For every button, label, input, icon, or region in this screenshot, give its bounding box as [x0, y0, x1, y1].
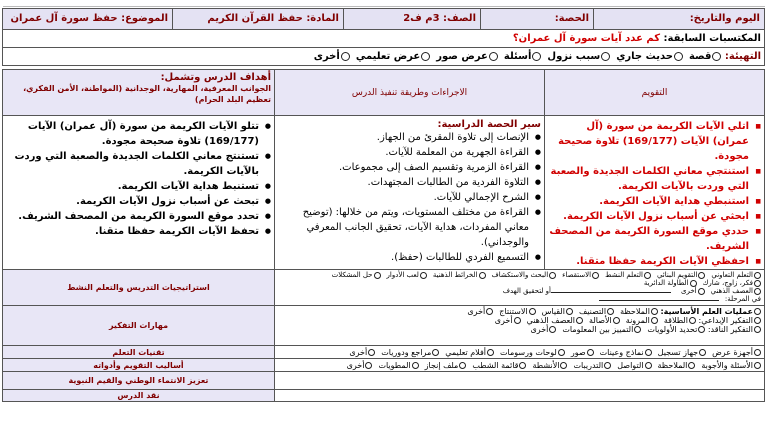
column-titles-row [2, 70, 764, 116]
evaluation-item: ■ احفظي الآيات الكريمة حفظا متقنا. [548, 254, 761, 269]
radio-icon[interactable] [549, 326, 556, 333]
strategy-extra-option-0[interactable] [711, 287, 761, 295]
strategy-option-label: التقويم البنائي [656, 271, 698, 279]
radio-icon[interactable] [690, 280, 697, 287]
radio-icon[interactable] [607, 308, 614, 315]
technique-option-1[interactable] [658, 348, 706, 357]
creative-thinking-option-1[interactable] [626, 316, 658, 325]
basic-process-option-label: الاستنتاج [499, 307, 528, 316]
assessment-option-6[interactable] [425, 361, 467, 370]
thinking-row [2, 306, 764, 346]
warmup-option-label: عرض تعليمي [355, 51, 421, 62]
strategy-option-label: البحث والاستكشاف [491, 271, 549, 279]
technique-option-5[interactable] [445, 348, 494, 357]
radio-icon[interactable] [698, 326, 705, 333]
warmup-option-label: قصة [688, 51, 712, 62]
basic-process-option-label: أخرى [467, 307, 486, 316]
prior-knowledge-value: كم عدد آيات سورة آل عمران؟ [512, 33, 661, 44]
assessment-option-1[interactable] [658, 361, 696, 370]
thinking-label: مهارات التفكير [2, 306, 274, 346]
assessment-option-label: الأنشطة [532, 360, 560, 370]
objective-item: ● تحفظ الآيات الكريمة حفظا متقنا. [6, 224, 271, 239]
radio-icon[interactable] [754, 280, 761, 287]
date-field[interactable]: اليوم والتاريخ: [593, 9, 764, 29]
radio-icon[interactable] [486, 308, 493, 315]
radio-icon[interactable] [374, 272, 381, 279]
strategy-option-8[interactable] [703, 279, 761, 287]
goal-blank[interactable] [551, 292, 671, 293]
radio-icon[interactable] [479, 272, 486, 279]
strategies-line1 [278, 271, 761, 287]
technique-option-label: أفلام تعليمي [445, 347, 486, 357]
warmup-row [2, 48, 764, 66]
assessment-options [275, 359, 765, 372]
radio-icon[interactable] [576, 317, 583, 324]
assessment-row [2, 359, 764, 372]
technique-option-label: لوحات ورسومات [500, 347, 557, 357]
technique-option-label: صور [570, 347, 586, 357]
procedure-item: ● القراءة الجهرية من المعلمة للآيات. [278, 145, 541, 160]
techniques-row [2, 346, 764, 359]
objective-item: ● تحدد موقع السورة الكريمة من المصحف الشريف. [6, 209, 271, 224]
radio-icon[interactable] [368, 349, 375, 356]
objectives-subtitle: الجوانب المعرفية، المهارية، الوجدانية (المواطنة، الأمن الفكري، تعظيم البلد الحرام) [23, 84, 271, 104]
basic-process-option-0[interactable] [620, 307, 658, 316]
radio-icon[interactable] [560, 362, 567, 369]
objectives-title: أهداف الدرس وتشمل: [160, 72, 271, 83]
topic-field[interactable]: الموضوع: حفظ سورة آل عمران [10, 13, 168, 24]
procedures-list [278, 130, 541, 265]
warmup-option-2[interactable] [547, 51, 610, 62]
assessment-option-0[interactable] [701, 361, 761, 370]
radio-icon[interactable] [651, 317, 658, 324]
technique-option-2[interactable] [600, 348, 652, 357]
procedure-item: ● القراءة من مختلف المستويات، ويتم من خلالها: (توضيح معاني المفردات، هداية الآيات، تحقيق الجانب المعرفي والوجداني). [278, 205, 541, 250]
strategy-option-2[interactable] [605, 271, 651, 279]
objective-item: ● تتلو الآيات الكريمة من سورة (آل عمران) الآيات (169/177) تلاوة صحيحة مجودة. [6, 119, 271, 149]
warmup-option-label: حديث جاري [616, 51, 673, 62]
radio-icon[interactable] [365, 362, 372, 369]
creative-thinking-option-2[interactable] [589, 316, 620, 325]
strategy-option-5[interactable] [433, 271, 486, 279]
procedures-cell [275, 116, 545, 270]
technique-option-label: نماذج وعينات [599, 347, 644, 357]
assessment-option-3[interactable] [573, 361, 611, 370]
basic-process-option-label: القياس [541, 307, 565, 316]
assessment-option-8[interactable] [347, 361, 373, 370]
radio-icon[interactable] [519, 362, 526, 369]
strategy-option-label: لعب الأدوار [386, 271, 419, 279]
strategy-option-label: التعلم النشط [605, 271, 643, 279]
radio-icon[interactable] [712, 52, 721, 61]
strategies-label: استراتيجيات التدريس والتعلم النشط [2, 270, 274, 306]
radio-icon[interactable] [558, 349, 565, 356]
radio-icon[interactable] [566, 308, 573, 315]
procedure-item: ● الشرح الإجمالي للآيات. [278, 190, 541, 205]
radio-icon[interactable] [754, 362, 761, 369]
content-row [2, 116, 764, 270]
strategies-row [2, 270, 764, 306]
basic-process-option-3[interactable] [499, 307, 535, 316]
radio-icon[interactable] [420, 272, 427, 279]
radio-icon[interactable] [412, 362, 419, 369]
stage-label: في المرحلة: [724, 295, 761, 303]
technique-option-label: جهاز تسجيل [657, 347, 699, 357]
procedure-item: ● التلاوة الفردية من الطالبات المجتهدات. [278, 175, 541, 190]
radio-icon[interactable] [514, 317, 521, 324]
radio-icon[interactable] [754, 272, 761, 279]
assessment-option-label: التدريبات [573, 360, 604, 370]
assessment-option-5[interactable] [472, 361, 526, 370]
warmup-label: التهيئة: [724, 51, 761, 62]
strategy-option-label: الخرائط الذهنية [432, 271, 478, 279]
thinking-line2: التفكير الإبداعي: الطلاقةالمرونةالأصالةالعصف الذهنيأخرى [278, 316, 761, 325]
basic-process-option-4[interactable] [467, 307, 493, 316]
objective-item: ● تستنتج معاني الكلمات الجديدة والصعبة التي وردت بالآيات الكريمة. [6, 149, 271, 179]
radio-icon[interactable] [754, 288, 761, 295]
radio-icon[interactable] [688, 362, 695, 369]
stage-blank[interactable] [599, 300, 719, 301]
technique-option-7[interactable] [349, 348, 375, 357]
techniques-options [275, 346, 765, 359]
strategy-extra-option-label: أخرى [680, 287, 697, 295]
warmup-option-4[interactable] [436, 51, 498, 62]
strategies-line2 [278, 287, 761, 295]
strategy-option-label: التعلم التعاوني [711, 271, 753, 279]
critical-thinking-option-label: تحديد الأولويات [647, 325, 698, 334]
warmup-option-5[interactable] [356, 51, 430, 62]
strategy-option-9[interactable] [644, 279, 697, 287]
critical-thinking-option-label: التمييز بين المعلومات [562, 325, 634, 334]
subject-field[interactable]: المادة: حفظ القرآن الكريم [172, 9, 343, 29]
objectives-list [6, 119, 271, 239]
radio-icon[interactable] [529, 308, 536, 315]
radio-icon[interactable] [645, 362, 652, 369]
radio-icon[interactable] [489, 52, 498, 61]
radio-icon[interactable] [341, 52, 350, 61]
period-field[interactable]: الحصة: [480, 9, 593, 29]
assessment-option-label: الأسئلة والأجوبة [701, 360, 753, 370]
radio-icon[interactable] [645, 349, 652, 356]
radio-icon[interactable] [651, 308, 658, 315]
strategy-option-3[interactable] [562, 271, 599, 279]
evaluation-title: التقويم [545, 70, 765, 116]
radio-icon[interactable] [604, 362, 611, 369]
procedures-title: الاجراءات وطريقة تنفيذ الدرس [275, 70, 545, 116]
technique-option-label: مراجع ودوريات [381, 347, 432, 357]
thinking-line1: عمليات العلم الأساسية: الملاحظةالتصنيفالقياسالاستنتاجأخرى [278, 307, 761, 316]
creative-thinking-option-4[interactable] [495, 316, 521, 325]
assessment-option-label: قائمة الشطب [472, 360, 519, 370]
warmup-options [308, 51, 722, 62]
critique-label: نقد الدرس [2, 390, 274, 402]
technique-option-3[interactable] [571, 348, 594, 357]
radio-icon[interactable] [549, 272, 556, 279]
evaluation-item: ■ اتلي الآيات الكريمة من سورة (آل عمران) الآيات (169/177) تلاوة صحيحة مجودة. [548, 119, 761, 164]
warmup-option-0[interactable] [689, 51, 721, 62]
evaluation-item: ■ ابحثي عن أسباب نزول الآيات الكريمة. [548, 209, 761, 224]
radio-icon[interactable] [592, 272, 599, 279]
radio-icon[interactable] [421, 52, 430, 61]
strategy-option-1[interactable] [657, 271, 705, 279]
basic-process-option-1[interactable] [579, 307, 614, 316]
critique-row [2, 390, 764, 402]
creative-thinking-option-3[interactable] [527, 316, 583, 325]
creative-thinking-option-label: الأصالة [589, 316, 612, 325]
assessment-option-label: أخرى [346, 360, 365, 370]
warmup-option-label: عرض صور [436, 51, 488, 62]
assessment-option-label: الملاحظة [657, 360, 688, 370]
radio-icon[interactable] [601, 52, 610, 61]
critical-thinking-option-0[interactable] [647, 325, 705, 334]
radio-icon[interactable] [459, 362, 466, 369]
assessment-option-2[interactable] [617, 361, 651, 370]
critical-thinking-option-1[interactable] [562, 325, 641, 334]
radio-icon[interactable] [432, 349, 439, 356]
lesson-plan-table [2, 8, 765, 402]
radio-icon[interactable] [754, 349, 761, 356]
assessment-option-7[interactable] [378, 361, 418, 370]
procedure-item: ● التسميع الفردي للطالبات (حفظ). [278, 250, 541, 265]
assessment-option-4[interactable] [532, 361, 567, 370]
techniques-label: تقنيات التعلم [2, 346, 274, 359]
radio-icon[interactable] [689, 317, 696, 324]
creative-thinking-option-label: المرونة [625, 316, 650, 325]
next-page-edge [0, 420, 768, 426]
radio-icon[interactable] [532, 52, 541, 61]
radio-icon[interactable] [698, 288, 705, 295]
basic-process-option-2[interactable] [542, 307, 573, 316]
creative-thinking-option-label: العصف الذهني [526, 316, 576, 325]
evaluation-item: ■ حددي موقع السورة الكريمة من المصحف الشريف. [548, 224, 761, 254]
basic-process-option-label: الملاحظة [620, 307, 650, 316]
critical-thinking-option-label: أخرى [530, 325, 549, 334]
technique-option-6[interactable] [381, 348, 439, 357]
technique-option-4[interactable] [500, 348, 565, 357]
page-top-edge [3, 2, 765, 7]
objective-item: ● تبحث عن أسباب نزول الآيات الكريمة. [6, 194, 271, 209]
evaluation-item: ■ استنتجي معاني الكلمات الجديدة والصعبة التي وردت بالآيات الكريمة. [548, 164, 761, 194]
radio-icon[interactable] [698, 272, 705, 279]
procedure-item: ● القراءة الزمرية وتقسيم الصف إلى مجموعات. [278, 160, 541, 175]
creative-thinking-option-label: الطلاقة [663, 316, 688, 325]
objective-item: ● تستنبط هداية الآيات الكريمة. [6, 179, 271, 194]
objectives-header [2, 70, 274, 116]
critique-content[interactable] [275, 390, 765, 402]
strategy-option-6[interactable] [387, 271, 427, 279]
strategy-extra-option-label: العصف الذهني [710, 287, 753, 295]
class-field[interactable]: الصف: 3م ف2 [343, 9, 480, 29]
strategy-option-0[interactable] [711, 271, 761, 279]
critical-thinking-option-2[interactable] [531, 325, 557, 334]
warmup-option-3[interactable] [504, 51, 542, 62]
radio-icon[interactable] [487, 349, 494, 356]
strategy-option-label: الاستقصاء [562, 271, 592, 279]
warmup-option-6[interactable] [314, 51, 350, 62]
goal-label: أو لتحقيق الهدف [502, 287, 551, 295]
technique-option-label: أجهزة عرض [712, 347, 753, 357]
national-label: تعزيز الانتماء الوطني والقيم النبوية [2, 372, 274, 390]
radio-icon[interactable] [644, 272, 651, 279]
assessment-option-label: التواصل [617, 360, 644, 370]
header-row [2, 9, 764, 30]
strategy-option-4[interactable] [492, 271, 557, 279]
creative-thinking-option-0[interactable] [664, 316, 696, 325]
prior-knowledge-label: المكتسبات السابقة: [663, 33, 761, 44]
radio-icon[interactable] [587, 349, 594, 356]
strategy-option-label: حل المشكلات [331, 271, 373, 279]
technique-option-0[interactable] [712, 348, 761, 357]
warmup-option-label: أسئلة [503, 51, 532, 62]
evaluation-cell [545, 116, 765, 270]
radio-icon[interactable] [613, 317, 620, 324]
radio-icon[interactable] [634, 326, 641, 333]
creative-thinking-option-label: أخرى [494, 316, 513, 325]
assessment-option-label: المطويات [378, 360, 411, 370]
radio-icon[interactable] [674, 52, 683, 61]
technique-option-label: أخرى [349, 347, 368, 357]
strategy-option-7[interactable] [332, 271, 381, 279]
warmup-option-label: سبب نزول [547, 51, 601, 62]
basic-process-option-label: التصنيف [578, 307, 607, 316]
evaluation-list [548, 119, 761, 269]
warmup-option-label: أخرى [313, 51, 340, 62]
procedure-item: ● الإنصات إلى تلاوة المقرئ من الجهاز. [278, 130, 541, 145]
radio-icon[interactable] [699, 349, 706, 356]
warmup-option-1[interactable] [616, 51, 683, 62]
assessment-label: أساليب التقويم وأدواته [2, 359, 274, 372]
strategy-extra-option-1[interactable] [681, 287, 705, 295]
national-row [2, 372, 764, 390]
prior-knowledge-row [2, 30, 764, 48]
evaluation-item: ■ استنبطي هداية الآيات الكريمة. [548, 194, 761, 209]
national-content[interactable] [275, 372, 765, 390]
thinking-line3: التفكير الناقد: تحديد الأولوياتالتمييز بين المعلوماتأخرى [278, 325, 761, 334]
assessment-option-label: ملف إنجاز [424, 360, 459, 370]
objectives-cell [2, 116, 274, 270]
strategy-option-label: فكر، زاوج، شارك [702, 279, 753, 287]
strategy-option-label: الطاولة الدائرية [643, 279, 689, 287]
procedures-heading: سير الحصة الدراسية: [437, 119, 541, 130]
